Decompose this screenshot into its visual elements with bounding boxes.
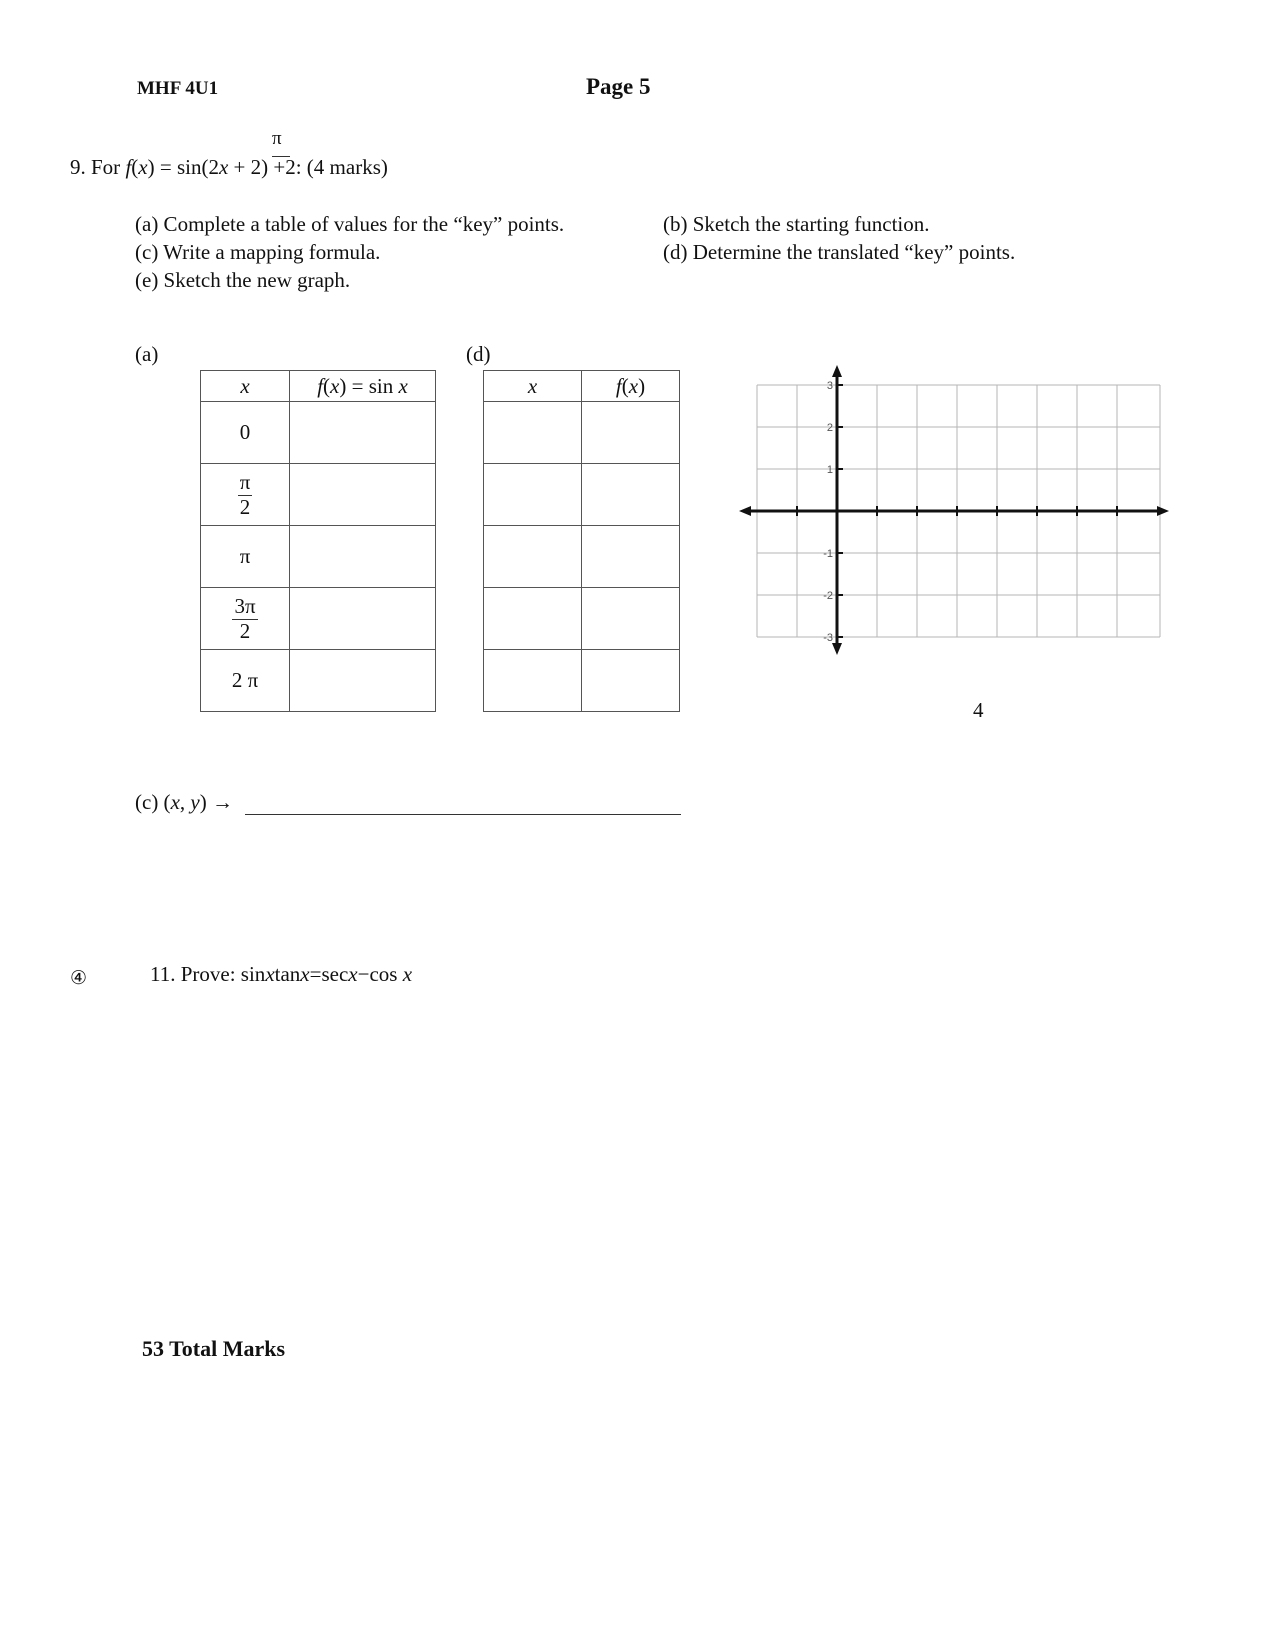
table-a — [200, 370, 436, 712]
y-tick-label: -2 — [823, 590, 833, 602]
q9-tail: ) +2: (4 marks) — [261, 155, 388, 179]
table-row — [201, 588, 436, 650]
q9-question — [70, 155, 388, 180]
table-a-cell-fx[interactable] — [290, 588, 436, 650]
q9-part-c: (c) Write a mapping formula. — [135, 240, 381, 264]
fraction — [238, 471, 253, 518]
q9-open: ( — [131, 155, 139, 179]
table-d — [483, 370, 680, 712]
q11-x3: x — [348, 962, 358, 986]
mapping-answer-line[interactable] — [245, 814, 681, 815]
table-d-f-x: x — [628, 373, 639, 398]
table-row — [201, 402, 436, 464]
table-d-cell-fx[interactable] — [582, 650, 680, 712]
table-d-f: f — [615, 373, 622, 398]
q11-tan: tan — [274, 962, 301, 986]
fraction-numerator: 3π — [234, 594, 256, 619]
q9-after-fx: ) = sin(2 — [147, 155, 219, 179]
table-a-cell-x: 2 π — [201, 650, 290, 712]
q9-x: x — [138, 155, 148, 179]
x-axis-left-arrow — [739, 506, 751, 516]
table-d-cell-fx[interactable] — [582, 464, 680, 526]
table-d-f-open: ( — [621, 373, 629, 398]
x-axis-right-arrow — [1157, 506, 1169, 516]
mapping-label-post: ) → — [199, 790, 233, 814]
q11-x2: x — [300, 962, 310, 986]
q9-part-d: (d) Determine the translated “key” points. — [663, 240, 1016, 264]
course-code: MHF 4U1 — [137, 78, 219, 99]
y-tick-label: 1 — [826, 464, 833, 476]
y-tick-label: 3 — [826, 380, 833, 392]
table-d-cell-x[interactable] — [484, 588, 582, 650]
table-d-cell-x[interactable] — [484, 464, 582, 526]
table-row — [484, 526, 680, 588]
table-row — [201, 650, 436, 712]
table-d-cell-x[interactable] — [484, 526, 582, 588]
mapping-formula — [135, 790, 233, 815]
total-marks: 53 Total Marks — [142, 1336, 286, 1361]
table-a-f: f — [317, 373, 324, 398]
q9-part-a: (a) Complete a table of values for the “key” points. — [135, 212, 565, 236]
q9-prefix: 9. For — [70, 155, 126, 179]
table-a-f-open: ( — [323, 373, 331, 398]
table-a-cell-x: 0 — [201, 402, 290, 464]
table-row — [201, 464, 436, 526]
q11-question — [150, 962, 412, 987]
table-a-cell-x — [201, 464, 290, 526]
y-axis-up-arrow — [832, 365, 842, 377]
table-a-f-x2: x — [398, 373, 408, 398]
table-a-header-x — [201, 371, 290, 402]
y-axis-down-arrow — [832, 643, 842, 655]
mapping-x: x — [170, 790, 180, 814]
table-d-x-label: x — [527, 373, 538, 398]
table-d-cell-fx[interactable] — [582, 588, 680, 650]
table-d-label: (d) — [466, 342, 491, 366]
table-d-header-fx — [582, 371, 680, 402]
table-d-cell-x[interactable] — [484, 402, 582, 464]
q9-x2: x — [218, 155, 229, 179]
page-number: Page 5 — [586, 74, 651, 99]
mapping-label-pre: (c) ( — [135, 790, 171, 814]
table-d-f-post: ) — [638, 373, 646, 398]
q9-f: f — [125, 155, 132, 179]
table-row — [484, 650, 680, 712]
y-tick-label: 2 — [826, 422, 833, 434]
q9-two: 2 — [250, 155, 262, 179]
q9-part-e: (e) Sketch the new graph. — [135, 268, 351, 292]
table-a-header-fx — [290, 371, 436, 402]
y-tick-label: -1 — [823, 548, 833, 560]
q9-plus: + — [228, 155, 251, 179]
table-a-cell-fx[interactable] — [290, 402, 436, 464]
table-row — [201, 526, 436, 588]
fraction-denominator: 2 — [239, 494, 251, 519]
table-a-cell-fx[interactable] — [290, 650, 436, 712]
table-a-x-label: x — [240, 373, 250, 398]
fraction — [232, 595, 257, 642]
mapping-comma: , — [179, 790, 191, 814]
table-a-cell-fx[interactable] — [290, 526, 436, 588]
table-row — [484, 464, 680, 526]
graph-scale-label: 4 — [973, 698, 984, 722]
q11-minus: −cos — [357, 962, 403, 986]
table-a-cell-x — [201, 588, 290, 650]
q11-marks-symbol: ④ — [70, 968, 88, 989]
q11-eq: =sec — [309, 962, 349, 986]
table-a-cell-fx[interactable] — [290, 464, 436, 526]
table-row — [484, 402, 680, 464]
table-d-header-x — [484, 371, 582, 402]
table-a-f-x: x — [330, 373, 340, 398]
q9-pi-numerator: π — [272, 128, 282, 149]
y-tick-label: -3 — [823, 632, 833, 644]
mapping-y: y — [190, 790, 200, 814]
table-a-f-post: ) = sin — [339, 373, 399, 398]
table-d-cell-x[interactable] — [484, 650, 582, 712]
table-a-cell-x: π — [201, 526, 290, 588]
table-row — [484, 588, 680, 650]
q11-x4: x — [402, 962, 413, 986]
fraction-denominator: 2 — [239, 618, 251, 643]
table-a-label: (a) — [135, 342, 159, 366]
q11-x1: x — [265, 962, 275, 986]
table-d-cell-fx[interactable] — [582, 526, 680, 588]
graph-grid[interactable] — [735, 360, 1175, 660]
table-d-cell-fx[interactable] — [582, 402, 680, 464]
fraction-numerator: π — [239, 470, 251, 495]
q11-prefix: 11. Prove: sin — [150, 962, 266, 986]
q9-part-b: (b) Sketch the starting function. — [663, 212, 930, 236]
